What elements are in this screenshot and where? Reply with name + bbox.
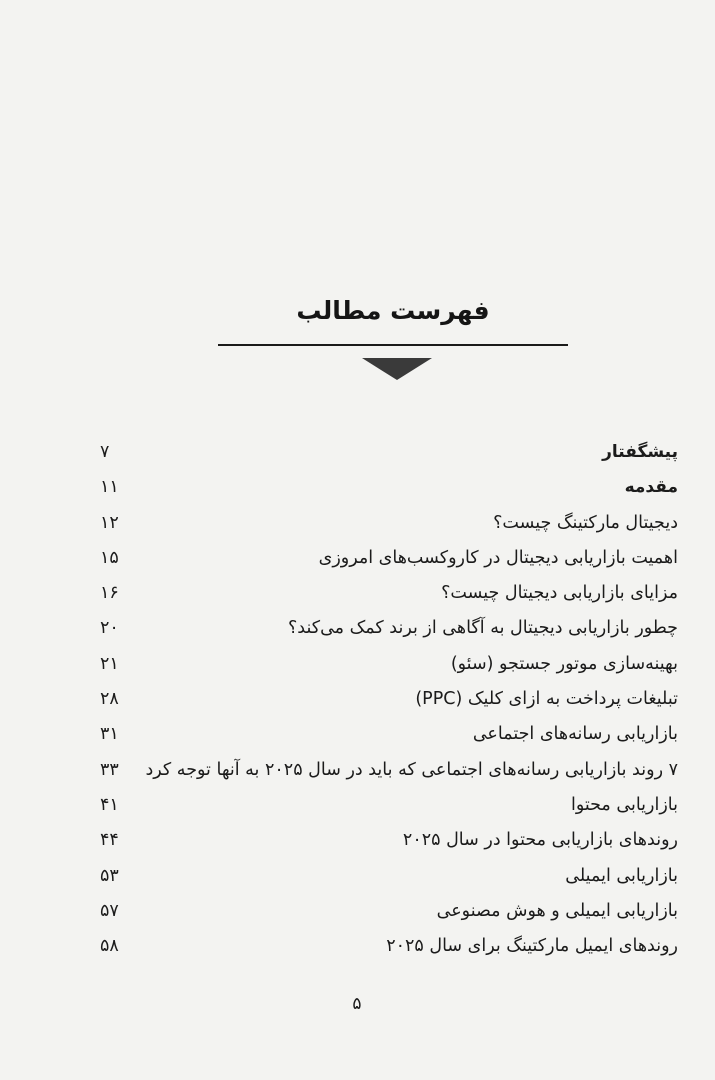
toc-entry-title: چطور بازاریابی دیجیتال به آگاهی از برند کمک می‌کند؟ [287,618,678,639]
toc-entry-title: بهینه‌سازی موتور جستجو (سئو) [450,653,678,674]
toc-entry [100,790,678,825]
page-number: ۵ [352,994,362,1014]
toc-entry-title: پیشگفتار [602,442,678,462]
toc-entry-title: مزایای بازاریابی دیجیتال چیست؟ [441,583,678,604]
toc-entry-title: بازاریابی ایمیلی و هوش مصنوعی [436,900,678,921]
toc-entry-page-number: ۴۴ [100,830,119,851]
toc-entry [100,472,678,507]
toc-entry-page-number: ۲۰ [100,618,119,639]
toc-entry [100,437,678,472]
toc-entry [100,649,678,684]
toc-entry-page-number: ۱۶ [100,583,119,604]
toc-entry-page-number: ۳۳ [100,759,119,780]
toc-entry-page-number: ۱۲ [100,512,119,533]
toc-entry-page-number: ۵۳ [100,865,119,886]
toc-entry-title: بازاریابی ایمیلی [565,865,678,886]
toc-entry [100,578,678,613]
toc-entry-title: روندهای ایمیل مارکتینگ برای سال ۲۰۲۵ [386,936,678,957]
toc-entry-page-number: ۷ [100,442,110,462]
toc-entry-title: بازاریابی رسانه‌های اجتماعی [472,724,678,745]
toc-entry [100,755,678,790]
toc-entry [100,861,678,896]
toc-entry-page-number: ۲۱ [100,653,119,674]
toc-entry [100,825,678,860]
toc-entry-title: روندهای بازاریابی محتوا در سال ۲۰۲۵ [402,830,678,851]
toc-entry-title: دیجیتال مارکتینگ چیست؟ [493,512,678,533]
toc-entry-title: بازاریابی محتوا [570,794,678,815]
table-of-contents [100,437,678,966]
toc-entry [100,931,678,966]
toc-entry-page-number: ۱۵ [100,547,119,568]
toc-entry-title: اهمیت بازاریابی دیجیتال در کاروکسب‌های امروزی [318,547,678,568]
toc-entry [100,896,678,931]
toc-entry [100,719,678,754]
toc-entry-page-number: ۵۸ [100,936,119,957]
title-underline [218,344,568,346]
toc-entry [100,543,678,578]
toc-entry-page-number: ۲۸ [100,689,119,710]
toc-entry-page-number: ۳۱ [100,724,119,745]
toc-entry [100,684,678,719]
toc-entry-title: ۷ روند بازاریابی رسانه‌های اجتماعی که باید در سال ۲۰۲۵ به آنها توجه کرد [145,759,678,780]
down-triangle-ornament-icon [362,358,432,382]
toc-entry-page-number: ۴۱ [100,794,119,815]
toc-entry-title: تبلیغات پرداخت به ازای کلیک (PPC) [415,689,678,710]
page-title: فهرست مطالب [296,296,490,325]
toc-entry-title: مقدمه [624,477,678,498]
toc-entry [100,613,678,648]
toc-entry-page-number: ۱۱ [100,477,119,498]
toc-entry-page-number: ۵۷ [100,900,119,921]
toc-entry [100,508,678,543]
